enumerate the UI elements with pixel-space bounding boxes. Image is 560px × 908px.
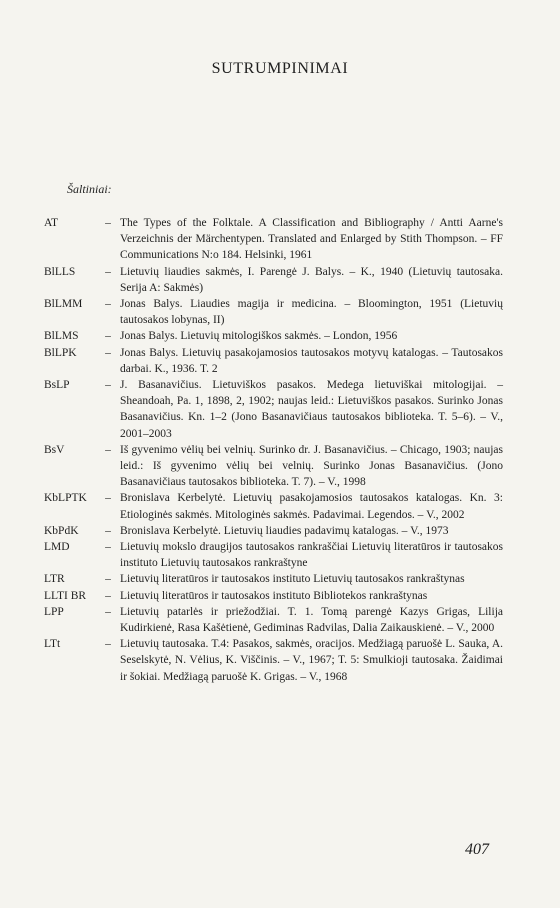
abbreviation-list [0,215,560,685]
entry-dash: – [105,573,111,586]
abbreviation-code: BlLLS [44,265,76,278]
abbreviation-description: Lietuvių literatūros ir tautosakos instituto Bibliotekos rankraštynas [120,589,428,602]
abbreviation-code: LPP [44,605,64,618]
abbreviation-description: Bronislava Kerbelytė. Lietuvių pasakojamosios tautosakos katalogas. Kn. 3: Etiologinės sakmės. Mitologinės sakmės. Padavimai. Legendos. – V., 2002 [120,492,503,521]
abbreviation-entry [0,604,560,636]
abbreviation-code: BsLP [44,379,70,392]
abbreviation-code: KbPdK [44,524,79,537]
abbreviation-code: BlLPK [44,346,77,359]
abbreviation-code: LTt [44,638,61,651]
abbreviation-description: Lietuvių patarlės ir priežodžiai. T. 1. Tomą parengė Kazys Grigas, Lilija Kudirkienė, Rasa Kašėtienė, Gediminas Radvilas, Dalia Zaikauskienė. – V., 2000 [120,605,503,635]
abbreviation-code: BlLMS [44,330,79,343]
abbreviation-entry [0,328,560,344]
abbreviation-description: Lietuvių tautosaka. T.4: Pasakos, sakmės, oracijos. Medžiagą paruošė L. Sauka, A. Seselskytė, N. Vėlius, K. Viščinis. – V., 1967; T. 5: Smulkioji tautosaka. Žaidimai ir šokiai. Medžiagą paruošė K. Grigas. – V., 1968 [120,638,503,683]
abbreviation-description: Iš gyvenimo vėlių bei velnių. Surinko dr. J. Basanavičius. – Chicago, 1903; naujas leid.: Iš gyvenimo vėlių bei velnių. Surinko Jonas Basanavičius. (Jono Basanavičiaus tautosakos biblioteka. T. 7). – V., 1998 [120,443,503,489]
page-number: 407 [465,841,489,858]
abbreviation-code: KbLPTK [44,492,87,505]
abbreviation-description: Jonas Balys. Lietuvių mitologiškos sakmės. – London, 1956 [120,330,398,343]
section-label: Šaltiniai: [67,182,112,196]
abbreviation-entry [0,296,560,328]
abbreviation-code: BsV [44,443,65,456]
entry-dash: – [105,589,111,602]
abbreviation-description: The Types of the Folktale. A Classification and Bibliography / Antti Aarne's Verzeichnis der Märchentypen. Translated and Enlarged by Stith Thompson. – FF Communications N:o 184. Helsinki, 1961 [120,217,503,262]
abbreviation-code: BlLMM [44,298,83,311]
abbreviation-entry [0,539,560,571]
abbreviation-entry [0,636,560,685]
abbreviation-entry [0,345,560,377]
abbreviation-description: Jonas Balys. Lietuvių pasakojamosios tautosakos motyvų katalogas. – Tautosakos darbai. K., 1936. T. 2 [120,346,503,375]
abbreviation-code: LTR [44,573,65,586]
entry-dash: – [105,605,111,618]
abbreviation-entry [0,264,560,296]
abbreviation-entry [0,523,560,539]
abbreviation-description: Lietuvių literatūros ir tautosakos instituto Lietuvių tautosakos rankraštynas [120,573,465,586]
abbreviation-code: AT [44,217,59,229]
abbreviation-entry [0,571,560,587]
abbreviation-entry [0,377,560,442]
abbreviation-entry [0,215,560,264]
abbreviation-description: Jonas Balys. Liaudies magija ir medicina. – Bloomington, 1951 (Lietuvių tautosakos lobynas, II) [120,298,503,327]
abbreviation-entry [0,442,560,491]
abbreviation-code: LLTI BR [44,589,87,602]
abbreviation-code: LMD [44,541,70,554]
entry-dash: – [105,541,111,554]
entry-dash: – [105,443,111,456]
entry-dash: – [105,379,111,392]
abbreviation-entry [0,588,560,604]
entry-dash: – [105,346,111,359]
entry-dash: – [105,330,111,343]
entry-dash: – [105,298,111,311]
abbreviation-description: Lietuvių liaudies sakmės, I. Parengė J. Balys. – K., 1940 (Lietuvių tautosaka. Serija A: Sakmės) [120,265,503,294]
abbreviation-description: J. Basanavičius. Lietuviškos pasakos. Medega lietuviškai mitologijai. – Sheandoah, Pa. 1, 1898, 2, 1902; naujas leid.: Lietuviškos pasakos. Surinko Jonas Basanavičius. Kn. 1–2 (Jono Basanavičiaus tautosakos biblioteka. T. 5–6). – V., 2001–2003 [120,379,503,440]
entry-dash: – [105,492,111,505]
abbreviation-description: Bronislava Kerbelytė. Lietuvių liaudies padavimų katalogas. – V., 1973 [120,524,449,537]
entry-dash: – [105,265,111,278]
entry-dash: – [105,638,111,651]
entry-dash: – [105,524,111,537]
abbreviation-description: Lietuvių mokslo draugijos tautosakos rankraščiai Lietuvių literatūros ir tautosakos instituto Lietuvių tautosakos rankraštyne [120,541,503,570]
page-title: SUTRUMPINIMAI [211,60,349,77]
abbreviation-entry [0,490,560,522]
entry-dash: – [105,217,111,229]
